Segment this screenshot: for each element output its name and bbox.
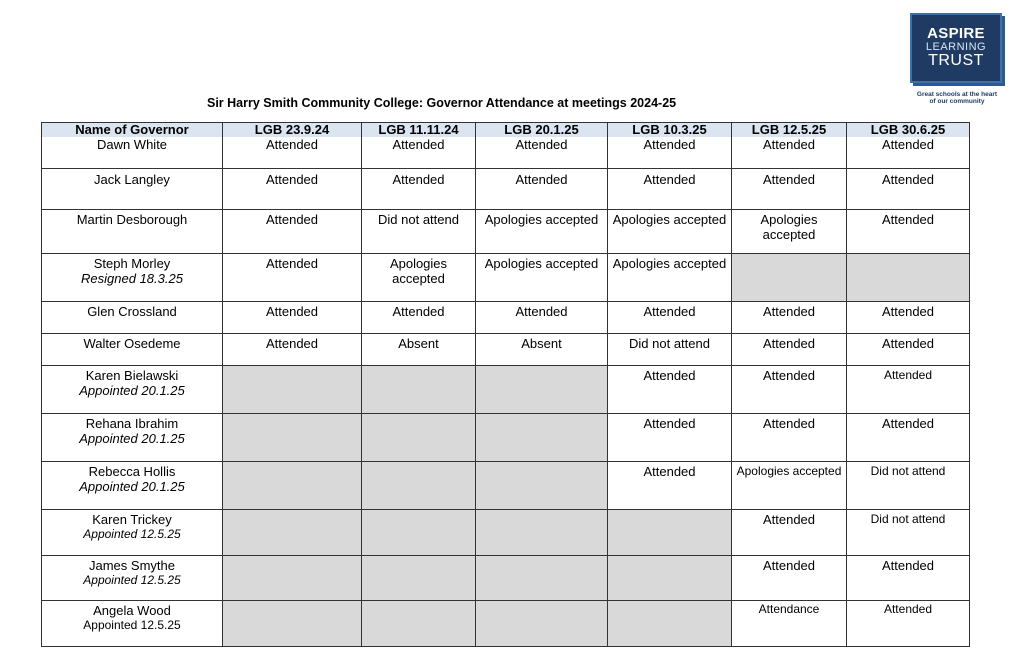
- column-header-meeting: LGB 23.9.24: [223, 123, 362, 138]
- page-title: Sir Harry Smith Community College: Governor Attendance at meetings 2024-25: [207, 96, 677, 110]
- table-row: [42, 365, 970, 413]
- governor-name: Glen Crossland: [87, 303, 177, 319]
- attendance-cell: Apologies accepted: [608, 253, 732, 301]
- governor-name: Dawn White: [96, 137, 168, 152]
- governor-name: Jack Langley: [94, 171, 170, 187]
- table-row: [42, 509, 970, 555]
- governor-name: Karen Bielawski: [85, 367, 179, 383]
- attendance-cell: Attended: [223, 168, 362, 209]
- attendance-cell: Did not attend: [362, 209, 476, 253]
- attendance-cell: Attended: [223, 333, 362, 365]
- table-row: [42, 137, 970, 168]
- not-applicable-cell: [608, 555, 732, 600]
- attendance-table: [41, 122, 970, 647]
- attendance-cell: Attended: [362, 137, 476, 168]
- attendance-cell: Did not attend: [608, 333, 732, 365]
- attendance-cell: Absent: [476, 333, 608, 365]
- table-row: [42, 555, 970, 600]
- attendance-cell: Apologies accepted: [732, 461, 847, 509]
- attendance-cell: Attended: [732, 137, 847, 168]
- attendance-cell: Apologies accepted: [732, 209, 847, 253]
- attendance-cell: Attended: [362, 168, 476, 209]
- not-applicable-cell: [223, 600, 362, 646]
- attendance-cell: Attended: [223, 137, 362, 168]
- attendance-cell: Attended: [847, 168, 970, 209]
- governor-name-cell: [42, 461, 223, 509]
- attendance-cell: Attended: [847, 555, 970, 600]
- governor-name: Angela Wood: [93, 602, 171, 618]
- attendance-cell: Attended: [847, 137, 970, 168]
- aspire-learning-trust-logo: [907, 10, 1007, 110]
- attendance-cell: Attended: [476, 168, 608, 209]
- header-row: [42, 123, 970, 138]
- governor-name-cell: [42, 333, 223, 365]
- attendance-cell: Attended: [732, 333, 847, 365]
- column-header-name: Name of Governor: [42, 123, 223, 138]
- attendance-cell: Attended: [608, 365, 732, 413]
- table-row: [42, 413, 970, 461]
- attendance-cell: Attended: [847, 600, 970, 646]
- attendance-cell: Attended: [476, 301, 608, 333]
- table-row: [42, 301, 970, 333]
- not-applicable-cell: [476, 413, 608, 461]
- attendance-cell: Attendance: [732, 600, 847, 646]
- column-header-meeting: LGB 30.6.25: [847, 123, 970, 138]
- attendance-cell: Attended: [732, 168, 847, 209]
- governor-status-note: Resigned 18.3.25: [81, 270, 183, 286]
- attendance-cell: Attended: [608, 461, 732, 509]
- attendance-cell: Attended: [732, 301, 847, 333]
- attendance-cell: Attended: [608, 168, 732, 209]
- governor-name: Martin Desborough: [76, 211, 188, 227]
- attendance-cell: Apologies accepted: [476, 209, 608, 253]
- attendance-cell: Attended: [732, 365, 847, 413]
- attendance-cell: Attended: [847, 333, 970, 365]
- not-applicable-cell: [732, 253, 847, 301]
- not-applicable-cell: [223, 365, 362, 413]
- column-header-meeting: LGB 11.11.24: [362, 123, 476, 138]
- attendance-cell: Absent: [362, 333, 476, 365]
- governor-name: Walter Osedeme: [83, 335, 181, 351]
- attendance-cell: Attended: [732, 555, 847, 600]
- column-header-meeting: LGB 20.1.25: [476, 123, 608, 138]
- governor-name-cell: [42, 209, 223, 253]
- not-applicable-cell: [223, 555, 362, 600]
- not-applicable-cell: [362, 509, 476, 555]
- governor-name-cell: [42, 301, 223, 333]
- governor-status-note: Appointed 20.1.25: [79, 382, 185, 398]
- attendance-cell: Attended: [476, 137, 608, 168]
- attendance-cell: Apologies accepted: [476, 253, 608, 301]
- not-applicable-cell: [362, 600, 476, 646]
- not-applicable-cell: [847, 253, 970, 301]
- logo-tagline-2: of our community: [929, 98, 985, 105]
- not-applicable-cell: [362, 461, 476, 509]
- governor-status-note: Appointed 20.1.25: [79, 478, 185, 494]
- not-applicable-cell: [362, 555, 476, 600]
- governor-name: Rehana Ibrahim: [85, 415, 179, 431]
- attendance-cell: Attended: [847, 209, 970, 253]
- table-row: [42, 461, 970, 509]
- table-row: [42, 333, 970, 365]
- logo-box: [910, 13, 1002, 83]
- attendance-cell: Attended: [732, 509, 847, 555]
- attendance-cell: Apologies accepted: [362, 253, 476, 301]
- attendance-cell: Did not attend: [847, 461, 970, 509]
- attendance-cell: Attended: [608, 301, 732, 333]
- not-applicable-cell: [476, 461, 608, 509]
- governor-name-cell: [42, 137, 223, 168]
- governor-status-note: Appointed 12.5.25: [83, 526, 181, 541]
- attendance-cell: Attended: [608, 413, 732, 461]
- logo-line-1: ASPIRE: [927, 25, 985, 42]
- governor-status-note: Appointed 12.5.25: [83, 617, 181, 632]
- attendance-cell: Attended: [847, 413, 970, 461]
- attendance-cell: Attended: [223, 253, 362, 301]
- governor-status-note: Appointed 20.1.25: [79, 430, 185, 446]
- governor-name-cell: [42, 600, 223, 646]
- attendance-cell: Apologies accepted: [608, 209, 732, 253]
- table-row: [42, 253, 970, 301]
- attendance-cell: Did not attend: [847, 509, 970, 555]
- logo-tagline-1: Great schools at the heart: [916, 91, 998, 98]
- not-applicable-cell: [476, 509, 608, 555]
- not-applicable-cell: [223, 509, 362, 555]
- attendance-cell: Attended: [223, 301, 362, 333]
- logo-line-2: LEARNING: [925, 41, 987, 53]
- attendance-cell: Attended: [362, 301, 476, 333]
- not-applicable-cell: [608, 509, 732, 555]
- not-applicable-cell: [476, 600, 608, 646]
- table-row: [42, 209, 970, 253]
- not-applicable-cell: [223, 413, 362, 461]
- column-header-meeting: LGB 10.3.25: [608, 123, 732, 138]
- not-applicable-cell: [223, 461, 362, 509]
- not-applicable-cell: [362, 413, 476, 461]
- attendance-cell: Attended: [223, 209, 362, 253]
- not-applicable-cell: [476, 365, 608, 413]
- governor-status-note: Appointed 12.5.25: [83, 572, 181, 587]
- governor-name: Karen Trickey: [92, 511, 172, 527]
- governor-name-cell: [42, 253, 223, 301]
- attendance-cell: Attended: [732, 413, 847, 461]
- governor-name-cell: [42, 365, 223, 413]
- logo-tagline: [907, 91, 1007, 105]
- table-row: [42, 168, 970, 209]
- table-row: [42, 600, 970, 646]
- column-header-meeting: LGB 12.5.25: [732, 123, 847, 138]
- governor-name-cell: [42, 555, 223, 600]
- governor-name-cell: [42, 168, 223, 209]
- not-applicable-cell: [362, 365, 476, 413]
- not-applicable-cell: [608, 600, 732, 646]
- attendance-cell: Attended: [847, 365, 970, 413]
- governor-name-cell: [42, 413, 223, 461]
- not-applicable-cell: [476, 555, 608, 600]
- governor-name-cell: [42, 509, 223, 555]
- governor-name: James Smythe: [89, 557, 175, 573]
- attendance-cell: Attended: [608, 137, 732, 168]
- governor-name: Steph Morley: [93, 255, 171, 271]
- logo-line-3: TRUST: [928, 52, 984, 69]
- attendance-cell: Attended: [847, 301, 970, 333]
- governor-name: Rebecca Hollis: [88, 463, 176, 479]
